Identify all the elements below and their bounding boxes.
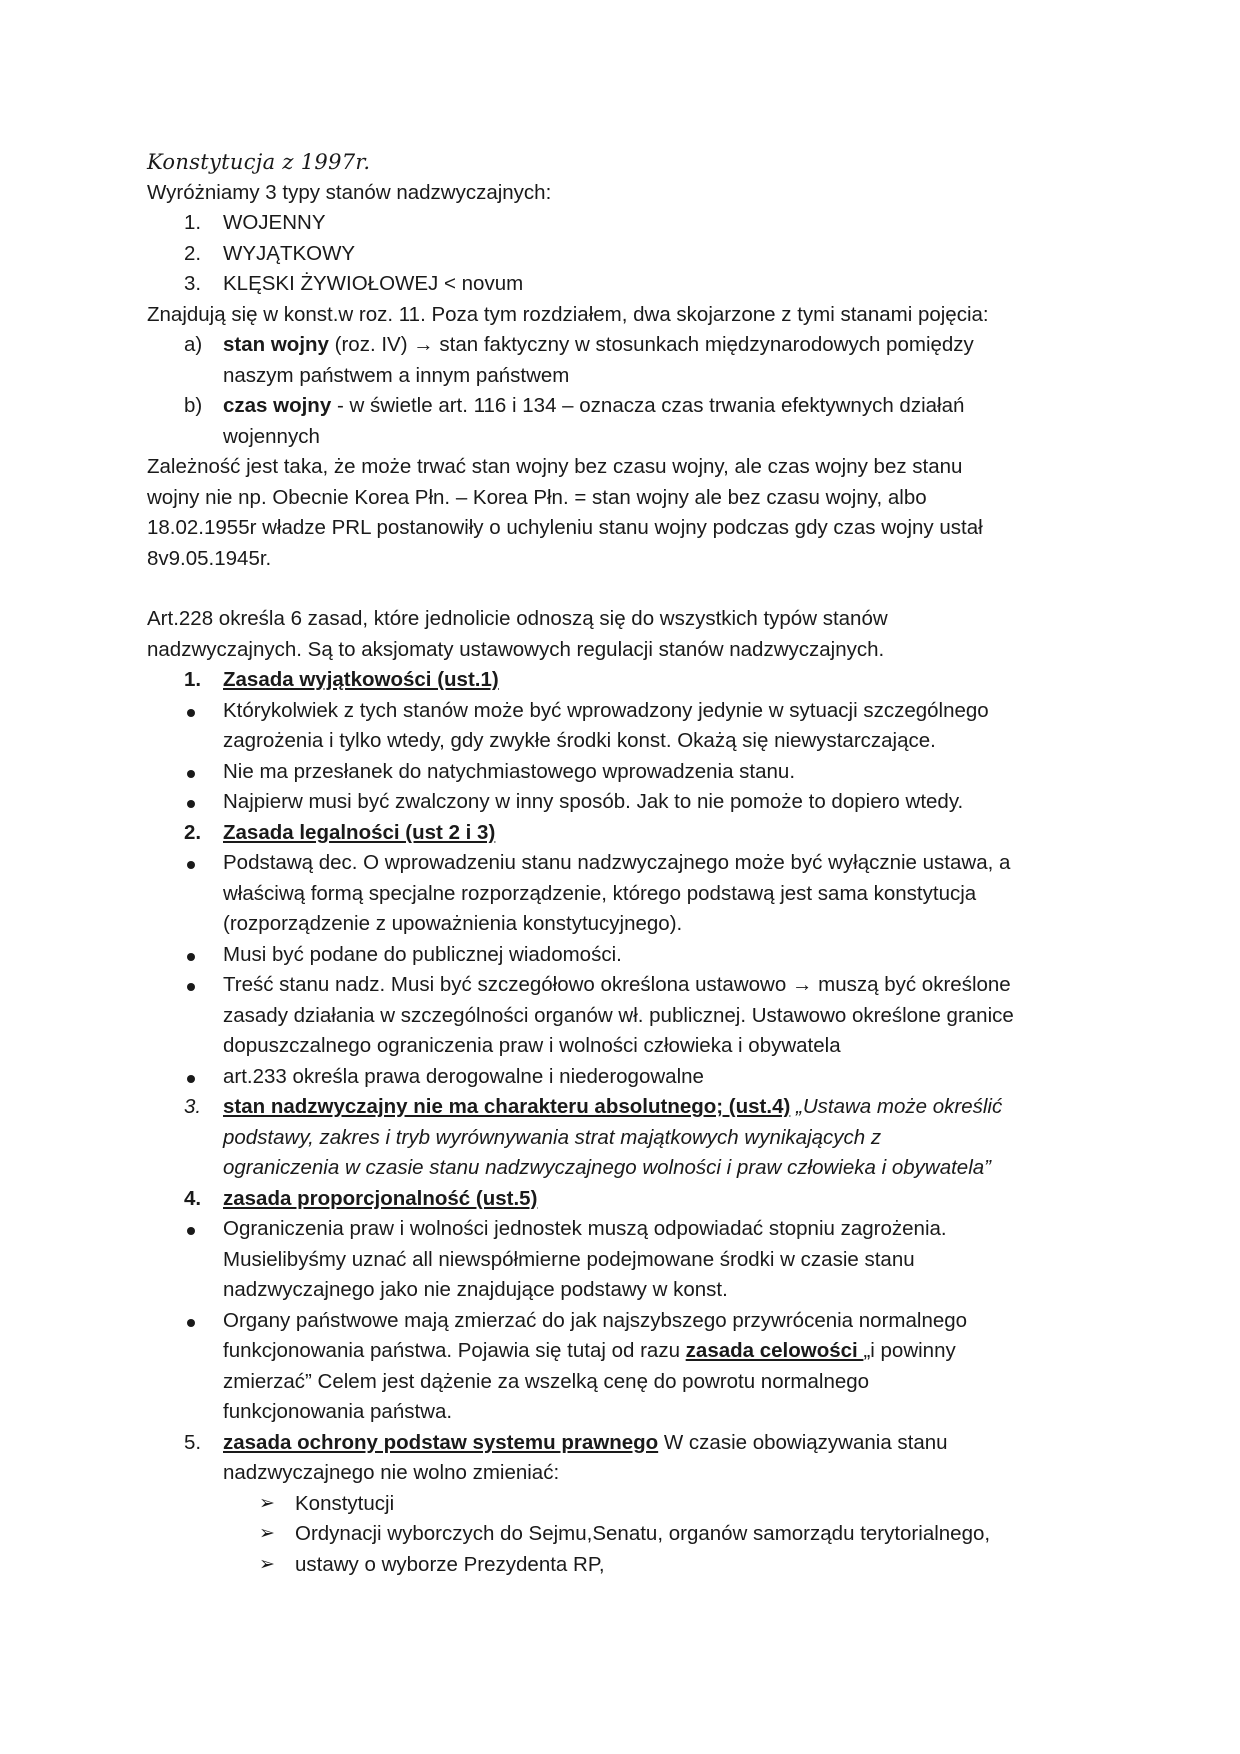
principle-heading: 2. Zasada legalności (ust 2 i 3): [184, 820, 496, 844]
spacer: [147, 574, 1097, 604]
arrow-bullet-icon: ➢: [259, 1492, 275, 1514]
type-item: 2. WYJĄTKOWY: [184, 241, 356, 265]
bullet-item: Podstawą dec. O wprowadzeniu stanu nadzwyczajnego może być wyłącznie ustawa, a: [147, 848, 1097, 879]
bullet-item: Treść stanu nadz. Musi być szczegółowo określona ustawowo → muszą być określone: [147, 970, 1097, 1001]
bullet-cont: (rozporządzenie z upoważnienia konstytucyjnego).: [223, 912, 683, 935]
concept-a-cont: naszym państwem a innym państwem: [223, 363, 570, 387]
type-item: 3. KLĘSKI ŻYWIOŁOWEJ < novum: [184, 272, 524, 295]
arrow-item: ➢ ustawy o wyborze Prezydenta RP,: [147, 1550, 1097, 1581]
bullet-icon: [187, 861, 195, 869]
paragraph-line: 8v9.05.1945r.: [147, 546, 272, 570]
document-title: Konstytucja z 1997r.: [147, 150, 371, 174]
arrow-item: ➢ Ordynacji wyborczych do Sejmu,Senatu, organów samorządu terytorialnego,: [147, 1519, 1097, 1550]
bullet-item: Musi być podane do publicznej wiadomości.: [147, 940, 1097, 971]
bullet-icon: [187, 800, 195, 808]
quote-cont: podstawy, zakres i tryb wyrównywania strat majątkowych wynikających z: [223, 1125, 882, 1149]
bullet-item: Organy państwowe mają zmierzać do jak najszybszego przywrócenia normalnego: [147, 1306, 1097, 1337]
bullet-item: Którykolwiek z tych stanów może być wprowadzony jedynie w sytuacji szczególnego: [147, 696, 1097, 727]
quote-cont: ograniczenia w czasie stanu nadzwyczajnego wolności i praw człowieka i obywatela”: [223, 1156, 991, 1179]
intro-line: Wyróżniamy 3 typy stanów nadzwyczajnych:: [147, 180, 552, 204]
principle-cont: nadzwyczajnego nie wolno zmieniać:: [223, 1461, 560, 1484]
bullet-icon: [187, 1075, 195, 1083]
bullet-icon: [187, 709, 195, 717]
bullet-cont: zmierzać” Celem jest dążenie za wszelką cenę do powrotu normalnego: [223, 1369, 870, 1393]
type-item: 1. WOJENNY: [184, 211, 326, 234]
document-body: [147, 147, 1097, 1580]
paragraph-line: 18.02.1955r władze PRL postanowiły o uchyleniu stanu wojny podczas gdy czas wojny ustał: [147, 516, 983, 539]
principle-heading: 5. zasada ochrony podstaw systemu prawnego W czasie obowiązywania stanu: [184, 1430, 948, 1454]
bullet-item: Nie ma przesłanek do natychmiastowego wprowadzenia stanu.: [147, 757, 1097, 788]
bullet-cont: nadzwyczajnego jako nie znajdujące podstawy w konst.: [223, 1278, 728, 1301]
principle-heading: 3. stan nadzwyczajny nie ma charakteru absolutnego; (ust.4) „Ustawa może określić: [184, 1095, 1003, 1118]
principle-heading: 1. Zasada wyjątkowości (ust.1): [184, 668, 499, 691]
concept-b: b) czas wojny - w świetle art. 116 i 134 – oznacza czas trwania efektywnych działań: [184, 394, 965, 417]
concept-b-cont: wojennych: [223, 424, 320, 448]
bullet-icon: [187, 770, 195, 778]
bullet-icon: [187, 983, 195, 991]
bullet-cont: Musielibyśmy uznać all niewspółmierne podejmowane środki w czasie stanu: [223, 1247, 915, 1271]
arrow-bullet-icon: ➢: [259, 1553, 275, 1575]
paragraph-line: Zależność jest taka, że może trwać stan wojny bez czasu wojny, ale czas wojny bez stanu: [147, 455, 963, 478]
bullet-icon: [187, 1319, 195, 1327]
paragraph-line: Art.228 określa 6 zasad, które jednolicie odnoszą się do wszystkich typów stanów: [147, 607, 888, 630]
concept-a: a) stan wojny (roz. IV) → stan faktyczny w stosunkach międzynarodowych pomiędzy: [184, 333, 974, 356]
bullet-icon: [187, 953, 195, 961]
bullet-cont: właściwą formą specjalne rozporządzenie, którego podstawą jest sama konstytucja: [223, 881, 977, 905]
bullet-cont: dopuszczalnego ograniczenia praw i wolności człowieka i obywatela: [223, 1034, 841, 1057]
paragraph-line: nadzwyczajnych. Są to aksjomaty ustawowych regulacji stanów nadzwyczajnych.: [147, 637, 885, 661]
bullet-cont: zagrożenia i tylko wtedy, gdy zwykłe środki konst. Okażą się niewystarczające.: [223, 729, 936, 752]
bullet-item: art.233 określa prawa derogowalne i niederogowalne: [147, 1062, 1097, 1093]
bullet-item: Najpierw musi być zwalczony w inny sposób. Jak to nie pomoże to dopiero wtedy.: [147, 787, 1097, 818]
principle-heading: 4. zasada proporcjonalność (ust.5): [184, 1186, 538, 1210]
intro2-line: Znajdują się w konst.w roz. 11. Poza tym rozdziałem, dwa skojarzone z tymi stanami pojęcia:: [147, 302, 989, 326]
bullet-item: Ograniczenia praw i wolności jednostek muszą odpowiadać stopniu zagrożenia.: [147, 1214, 1097, 1245]
bullet-cont: zasady działania w szczególności organów wł. publicznej. Ustawowo określone granice: [223, 1003, 1014, 1027]
paragraph-line: wojny nie np. Obecnie Korea Płn. – Korea Płn. = stan wojny ale bez czasu wojny, albo: [147, 485, 927, 509]
bullet-cont: funkcjonowania państwa. Pojawia się tutaj od razu zasada celowości „i powinny: [223, 1339, 956, 1362]
bullet-cont: funkcjonowania państwa.: [223, 1400, 453, 1423]
arrow-item: ➢ Konstytucji: [147, 1489, 1097, 1520]
bullet-icon: [187, 1227, 195, 1235]
arrow-bullet-icon: ➢: [259, 1523, 275, 1544]
